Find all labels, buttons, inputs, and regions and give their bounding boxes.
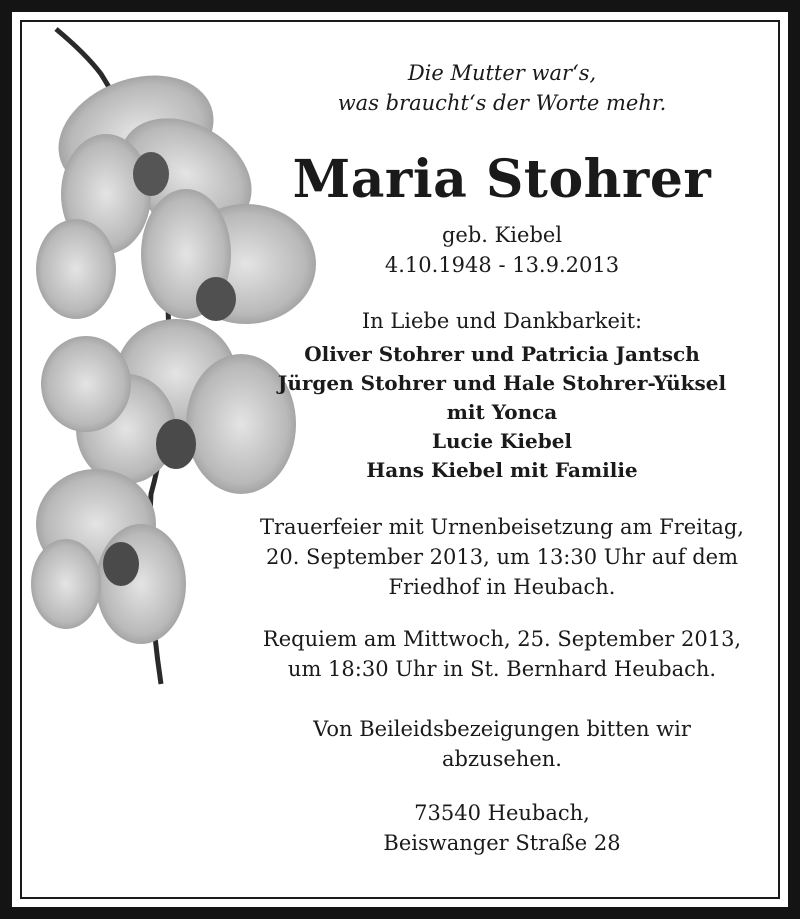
requiem-notice [232,624,772,684]
requiem-line: um 18:30 Uhr in St. Bernhard Heubach. [287,657,717,681]
funeral-line: 20. September 2013, um 13:30 Uhr auf dem [265,545,738,569]
family-member: Jürgen Stohrer und Hale Stohrer-Yüksel [277,371,727,395]
family-list [232,340,772,485]
motto [232,58,772,118]
life-dates: 4.10.1948 - 13.9.2013 [384,253,620,277]
address [232,798,772,858]
birth-info [232,220,772,280]
funeral-line: Friedhof in Heubach. [388,575,616,599]
motto-line: Die Mutter war‘s, [407,61,597,85]
funeral-line: Trauerfeier mit Urnenbeisetzung am Freitag, [260,515,744,539]
funeral-notice [232,512,772,602]
condolence-line: abzusehen. [442,747,562,771]
family-member: mit Yonca [446,400,558,424]
motto-line: was braucht‘s der Worte mehr. [337,91,667,115]
maiden-name: geb. Kiebel [441,223,563,247]
family-member: Oliver Stohrer und Patricia Jantsch [304,342,700,366]
thanks-heading: In Liebe und Dankbarkeit: [361,309,643,333]
deceased-name: Maria Stohrer [292,149,712,210]
address-line: 73540 Heubach, [414,801,590,825]
family-member: Hans Kiebel mit Familie [366,458,638,482]
requiem-line: Requiem am Mittwoch, 25. September 2013, [262,627,742,651]
address-line: Beiswanger Straße 28 [383,831,621,855]
condolence-line: Von Beileidsbezeigungen bitten wir [313,717,691,741]
family-member: Lucie Kiebel [431,429,573,453]
condolence-notice [232,714,772,774]
